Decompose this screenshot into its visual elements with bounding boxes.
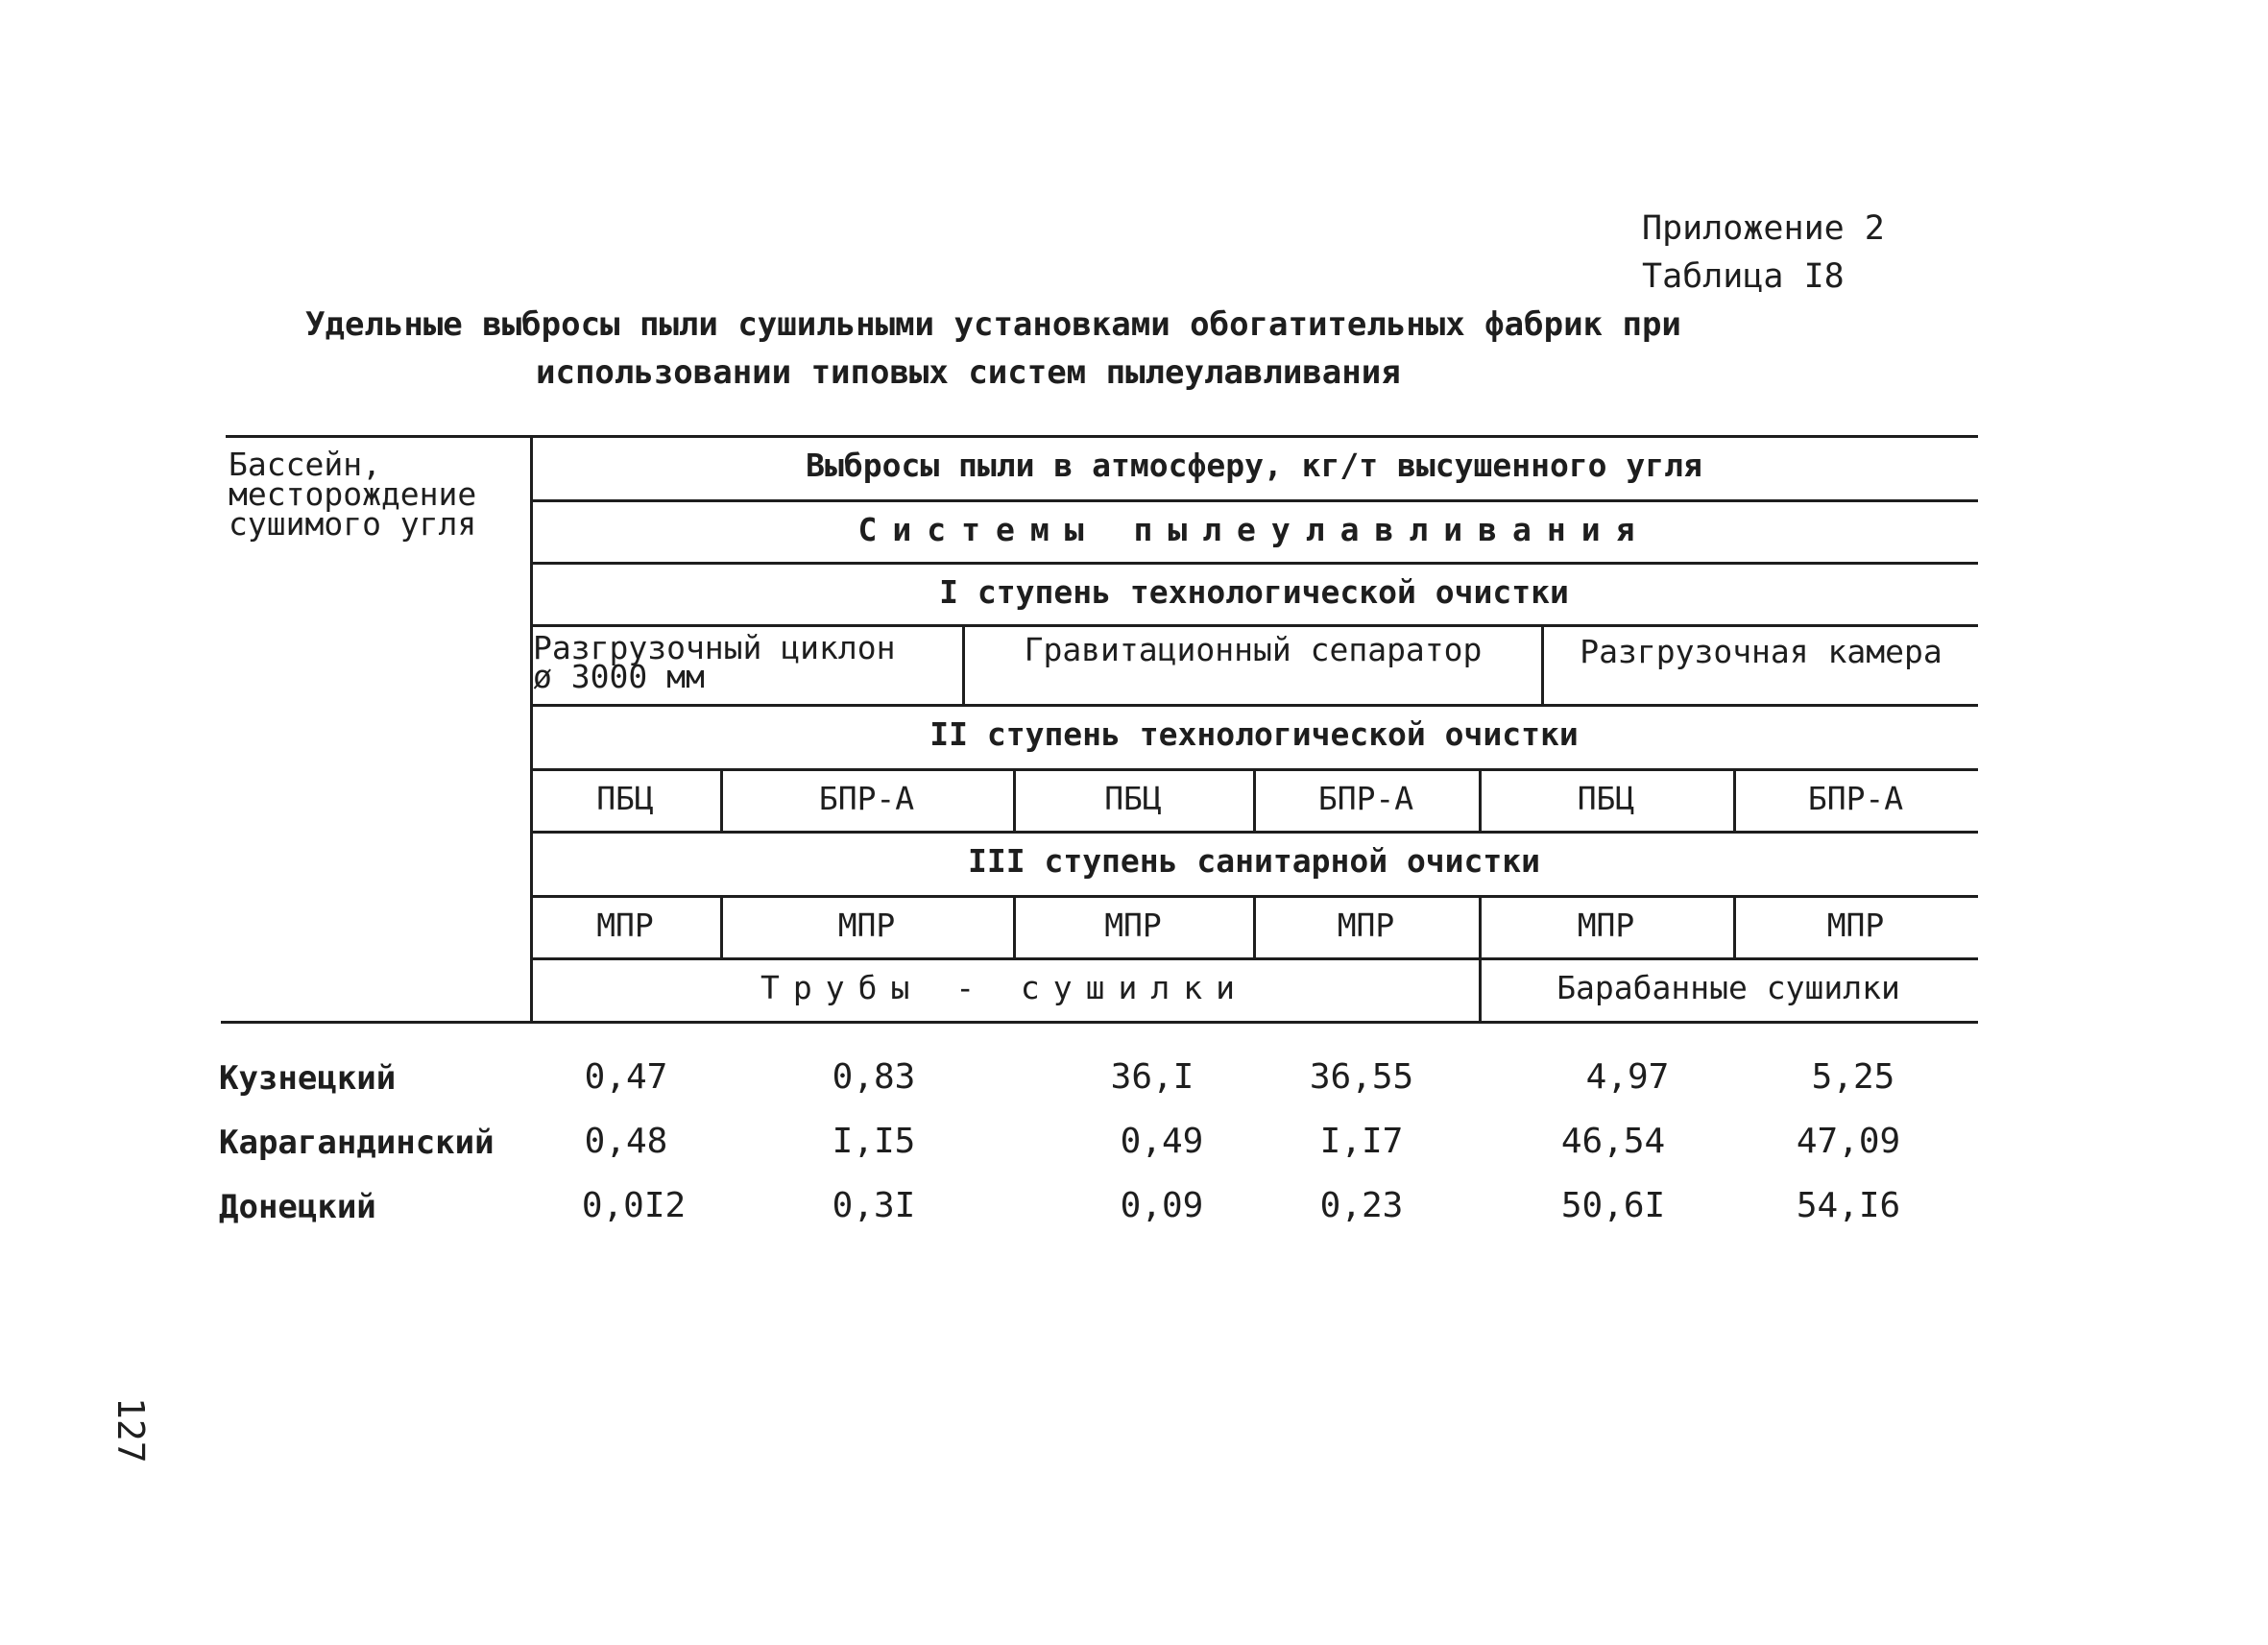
emissions-header: Выбросы пыли в атмосферу, кг/т высушенного угля bbox=[806, 447, 1702, 484]
basin-header bbox=[229, 446, 477, 543]
rule bbox=[530, 499, 1978, 502]
value-cell: 0,3I bbox=[832, 1186, 916, 1225]
rule bbox=[530, 831, 1978, 834]
stage-1-item bbox=[533, 629, 896, 695]
stage-3-item: МПР bbox=[1577, 907, 1635, 944]
stage-1-item-line: Разгрузочный циклон bbox=[533, 629, 896, 666]
stage-1-item: Гравитационный сепаратор bbox=[1024, 631, 1483, 668]
value-cell: 0,47 bbox=[584, 1057, 668, 1097]
table-title-line-2: использовании типовых систем пылеулавливания bbox=[536, 353, 1401, 392]
value-cell: 50,6I bbox=[1560, 1186, 1666, 1225]
value-cell: I,I7 bbox=[1319, 1122, 1404, 1161]
table-title-line-1: Удельные выбросы пыли сушильными установками обогатительных фабрик при bbox=[305, 305, 1681, 344]
stage-2-item: БПР-А bbox=[818, 780, 915, 817]
value-cell: I,I5 bbox=[832, 1122, 916, 1161]
stage-1-header: I ступень технологической очистки bbox=[939, 573, 1569, 611]
stage-1-item: Разгрузочная камера bbox=[1580, 633, 1942, 670]
stage-2-item: ПБЦ bbox=[1104, 780, 1162, 817]
basin-name: Кузнецкий bbox=[219, 1059, 397, 1098]
page-number: 127 bbox=[109, 1397, 152, 1464]
basin-header-line: Бассейн, bbox=[229, 446, 381, 483]
value-cell: 36,I bbox=[1110, 1057, 1194, 1097]
value-cell: 4,97 bbox=[1585, 1057, 1670, 1097]
value-cell: 0,48 bbox=[584, 1122, 668, 1161]
stage-3-item: МПР bbox=[596, 907, 654, 944]
value-cell: 54,I6 bbox=[1796, 1186, 1901, 1225]
stage-2-item: БПР-А bbox=[1317, 780, 1414, 817]
stage-3-item: МПР bbox=[1104, 907, 1162, 944]
stage-3-item: МПР bbox=[1337, 907, 1395, 944]
rule bbox=[530, 957, 1978, 960]
rule bbox=[530, 562, 1978, 565]
value-cell: 0,0I2 bbox=[581, 1186, 687, 1225]
basin-header-line: месторождение bbox=[229, 475, 477, 513]
rule bbox=[530, 704, 1978, 707]
stage-2-item: ПБЦ bbox=[596, 780, 654, 817]
stage-3-item: МПР bbox=[837, 907, 896, 944]
basin-name: Донецкий bbox=[219, 1188, 376, 1226]
value-cell: 47,09 bbox=[1796, 1122, 1901, 1161]
stage-2-item: БПР-А bbox=[1807, 780, 1904, 817]
table-top-rule bbox=[226, 435, 1978, 438]
value-cell: 0,09 bbox=[1120, 1186, 1204, 1225]
systems-header: Системы пылеулавливания bbox=[857, 511, 1651, 548]
value-cell: 5,25 bbox=[1811, 1057, 1895, 1097]
tube-dryers-header: Трубы - сушилки bbox=[760, 969, 1248, 1006]
stage-2-header: II ступень технологической очистки bbox=[929, 715, 1579, 753]
value-cell: 0,49 bbox=[1120, 1122, 1204, 1161]
appendix-label: Приложение 2 bbox=[1642, 209, 1885, 248]
stage-2-item: ПБЦ bbox=[1577, 780, 1635, 817]
value-cell: 36,55 bbox=[1309, 1057, 1414, 1097]
basin-header-line: сушимого угля bbox=[229, 505, 477, 543]
value-cell: 0,23 bbox=[1319, 1186, 1404, 1225]
drum-dryers-header: Барабанные сушилки bbox=[1556, 969, 1900, 1006]
value-cell: 0,83 bbox=[832, 1057, 916, 1097]
stage-1-item-line: ø 3000 мм bbox=[533, 658, 705, 695]
stage-3-header: III ступень санитарной очистки bbox=[967, 842, 1541, 880]
table-header-bottom-rule bbox=[221, 1021, 1978, 1024]
rule bbox=[530, 624, 1978, 627]
stage-3-item: МПР bbox=[1826, 907, 1885, 944]
value-cell: 46,54 bbox=[1560, 1122, 1666, 1161]
basin-name: Карагандинский bbox=[219, 1124, 495, 1162]
table-number: Таблица I8 bbox=[1642, 257, 1845, 296]
